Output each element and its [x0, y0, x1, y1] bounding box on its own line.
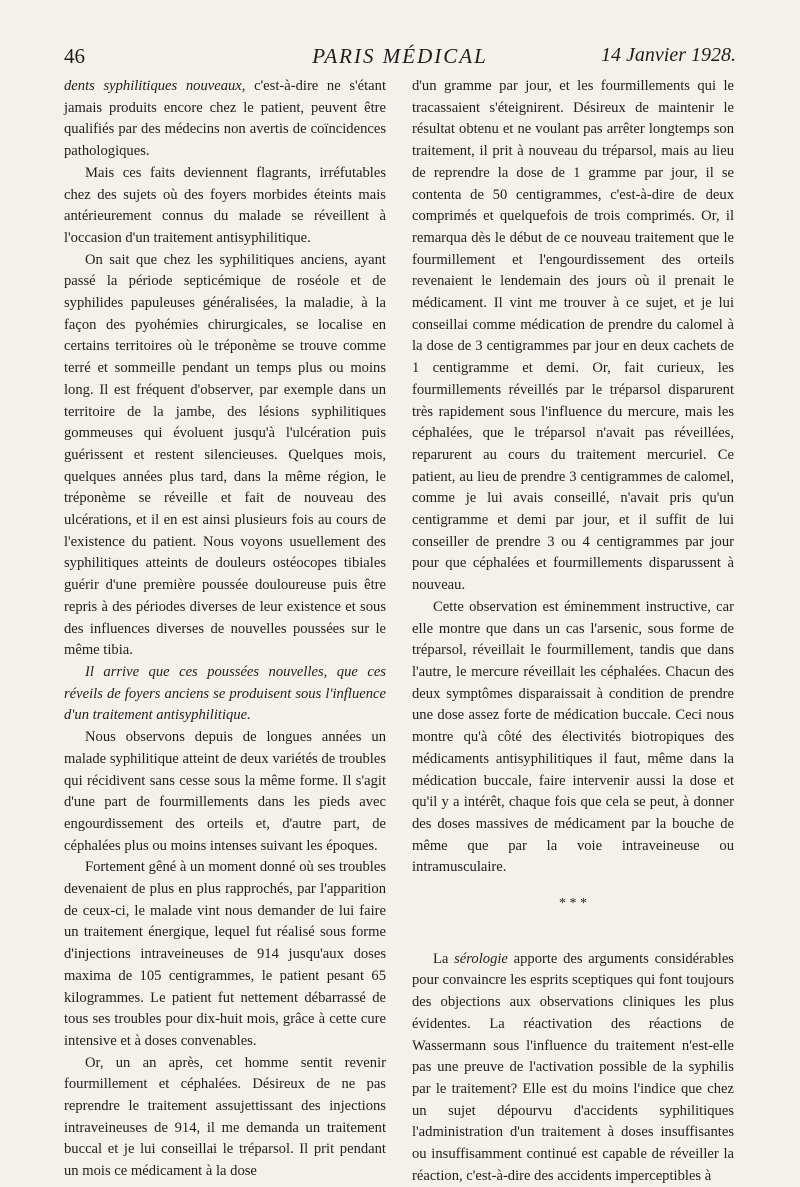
paragraph: d'un gramme par jour, et les fourmillements qui le tracassaient s'éteignirent. Désireux de maintenir le résultat obtenu et ne voulant pas arrêter longtemps son traitement, il prit à nouveau du tréparsol, mais au lieu de reprendre la dose de 1 gramme par jour, il se contenta de 50 centigrammes, c'est-à-dire de deux comprimés et quelquefois de trois comprimés. Or, il remarqua dès le début de ce nouveau traitement que le fourmillement et l'engourdissement des orteils revenaient le lendemain des jours où il prenait le médicament. Il vint me trouver à ce sujet, et je lui conseillai comme médication de prendre du calomel à la dose de 3 centigrammes par jour en deux cachets de 1 centigramme et demi. Or, fait curieux, les fourmillements réveillés par le tréparsol disparurent très rapidement sous l'influence du mercure, mais les céphalées, que le tréparsol n'avait pas réveillées, reparurent au cours du traitement mercuriel. Ce patient, au lieu de prendre 3 centigrammes de calomel, comme je lui avais conseillé, n'avait pris qu'un centigramme et demi par jour, et il suffit de lui conseiller de prendre 3 ou 4 centigrammes par jour pour que céphalées et fourmillements disparussent à nouveau. [412, 78, 734, 594]
paragraph: Fortement gêné à un moment donné où ses troubles devenaient de plus en plus rapprochés, par l'apparition de ceux-ci, le malade vint nous demander de lui faire un traitement énergique, lequel fut réalisé sous forme d'injections intraveineuses de 914 jusqu'aux doses maxima de 105 centigrammes, le patient pesant 65 kilogrammes. Le patient fut nettement débarrassé de tous ses troubles pour dix-huit mois, grâce à cette cure intensive et à doses convenables. [64, 859, 386, 1049]
paragraph: Cette observation est éminemment instructive, car elle montre que dans un cas l'arsenic, sous forme de tréparsol, réveillait le fourmillement, tandis que dans l'autre, le mercure réveillait les céphalées. Chacun des deux symptômes disparaissait à condition de prendre une dose assez forte de médication buccale. Ceci nous montre qu'à côté des électivités biotropiques des médicaments antisyphilitiques il faut, même dans la médication buccale, faire intervenir aussi la dose et qu'il y a intérêt, chaque fois que cela se peut, à donner des doses massives de médicament par la bouche de même que par la voie intraveineuse ou intramusculaire. [412, 598, 734, 876]
journal-title: PARIS MÉDICAL [312, 44, 488, 68]
italic-paragraph [64, 662, 386, 727]
left-column [64, 76, 386, 1183]
paragraph: Or, un an après, cet homme sentit revenir fourmillement et céphalées. Désireux de ne pas reprendre le traitement assujettissant des injections intraveineuses de 914, il me demanda un traitement buccal et je lui conseillai le tréparsol. Il prit pendant un mois ce médicament à la dose [64, 1054, 386, 1180]
italic-word: sérologie [454, 950, 508, 967]
right-column [412, 76, 734, 1187]
paragraph-text: La [433, 950, 455, 967]
italic-text: Il arrive que ces poussées nouvelles, que ces réveils de foyers anciens se produisent sous l'influence d'un traitement antisyphilitique. [64, 663, 386, 724]
issue-date: 14 Janvier 1928. [601, 44, 736, 66]
paragraph: Mais ces faits deviennent flagrants, irréfutables chez des sujets où des foyers morbides éteints mais antérieurement connus du malade se réveillent à l'occasion d'un traitement antisyphilitique. [64, 164, 386, 246]
section-separator: * * * [559, 896, 587, 912]
page-number: 46 [64, 44, 85, 68]
paragraph-text: c'est-à-dire ne s'étant jamais produits encore chez le patient, peuvent être qualifiés par des médecins non avertis de coïncidences pathologiques. [64, 78, 387, 160]
paragraph-text: apporte des arguments considérables pour convaincre les esprits sceptiques qui font toujours des objections aux observations cliniques les plus évidentes. La réactivation des réactions de Wassermann sous l'influence du traitement n'est-elle pas une preuve de l'activation possible de la syphilis par le traitement? Elle est du moins l'indice que chez un sujet dépourvu d'accidents syphilitiques l'administration d'un traitement à doses insuffisantes ou insuffisamment continué est capable de réveiller la réaction, c'est-à-dire des accidents imperceptibles à [412, 950, 734, 1184]
paragraph [412, 949, 734, 1187]
paragraph: On sait que chez les syphilitiques anciens, ayant passé la période septicémique de roséole et de syphilides papuleuses généralisées, la maladie, à la façon des pyohémies chirurgicales, se localise en certains territoires où le tréponème se trouve comme terré et sommeille pendant un temps plus ou moins long. Il est fréquent d'observer, par exemple dans un territoire de la jambe, des lésions syphilitiques gommeuses qui évoluent jusqu'à l'ulcération puis guérissent et restent silencieuses. Quelques mois, quelques années plus tard, dans la même région, le tréponème se réveille et fait de nouveau des ulcérations, et il en est ainsi plusieurs fois au cours de l'existence du patient. Nous voyons usuellement des syphilitiques atteints de douleurs ostéocopes tibiales guérir d'une première poussée douloureuse puis être repris à des périodes diverses de leur existence et sous des influences diverses de nouvelles poussées sur le même tibia. [64, 251, 386, 659]
running-header [64, 40, 736, 76]
paragraph: Nous observons depuis de longues années un malade syphilitique atteint de deux variétés de troubles qui récidivent sans cesse sous la même forme. Il s'agit d'une part de fourmillements dans les pieds avec engourdissement des orteils et, d'autre part, de céphalées plus ou moins intenses suivant les époques. [64, 729, 386, 854]
paragraph [64, 76, 386, 163]
italic-phrase: dents syphilitiques nouveaux, [64, 78, 246, 94]
